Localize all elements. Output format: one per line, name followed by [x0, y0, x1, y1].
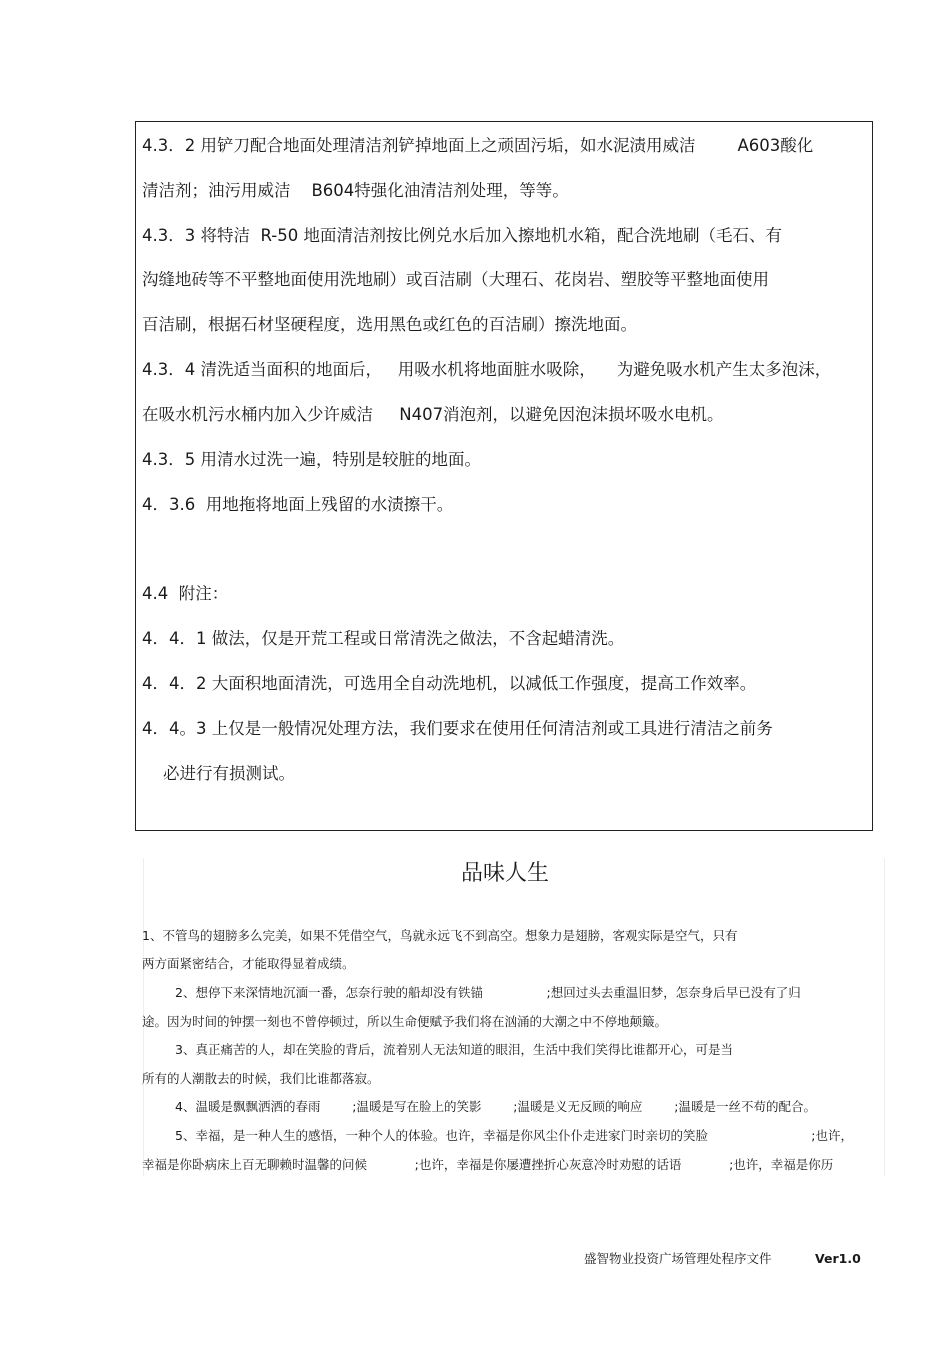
procedure-line: 4．4．1 做法，仅是开荒工程或日常清洗之做法，不含起蜡清洗。 — [142, 629, 625, 648]
essay-line: 4、温暖是飘飘洒洒的春雨 ;温暖是写在脸上的笑影 ;温暖是义无反顾的响应 ;温暖是一丝不苟的配合。 — [175, 1099, 816, 1114]
footer-text: 盛智物业投资广场管理处程序文件 — [584, 1251, 772, 1266]
essay-line: 两方面紧密结合，才能取得显着成绩。 — [142, 956, 355, 971]
procedure-line: 4.3．4 清洗适当面积的地面后， 用吸水机将地面脏水吸除， 为避免吸水机产生太多泡沫， — [142, 360, 832, 379]
procedure-line: 必进行有损测试。 — [142, 764, 295, 783]
essay-title: 品味人生 — [460, 861, 549, 886]
procedure-line: 4.4 附注： — [142, 584, 229, 603]
essay-frame-right — [884, 858, 885, 1176]
essay-line: 5、幸福，是一种人生的感悟，一种个人的体验。也许，幸福是你风尘仆仆走进家门时亲切的笑脸 ;也许， — [175, 1128, 853, 1143]
procedure-line: 4．4。3 上仅是一般情况处理方法，我们要求在使用任何清洁剂或工具进行清洁之前务 — [142, 719, 773, 738]
essay-line: 2、想停下来深情地沉湎一番，怎奈行驶的船却没有铁锚 ;想回过头去重温旧梦，怎奈身后早已没有了归 — [175, 985, 801, 1000]
essay-line: 所有的人潮散去的时候，我们比谁都落寂。 — [142, 1071, 380, 1086]
procedure-line: 4.3．3 将特洁 R-50 地面清洁剂按比例兑水后加入擦地机水箱，配合洗地刷（毛石、有 — [142, 226, 782, 245]
procedure-line: 4．4．2 大面积地面清洗，可选用全自动洗地机，以减低工作强度，提高工作效率。 — [142, 674, 757, 693]
essay-line: 1、不管鸟的翅膀多么完美，如果不凭借空气，鸟就永远飞不到高空。想象力是翅膀，客观实际是空气，只有 — [142, 928, 738, 943]
procedure-line: 4.3．5 用清水过洗一遍，特别是较脏的地面。 — [142, 450, 481, 469]
procedure-line: 4．3.6 用地拖将地面上残留的水渍擦干。 — [142, 495, 454, 514]
procedure-line: 4.3．2 用铲刀配合地面处理清洁剂铲掉地面上之顽固污垢，如水泥渍用威洁 A603酸化 — [142, 136, 814, 155]
procedure-line: 在吸水机污水桶内加入少许威洁 N407消泡剂，以避免因泡沫损坏吸水电机。 — [142, 405, 724, 424]
essay-line: 3、真正痛苦的人，却在笑脸的背后，流着别人无法知道的眼泪，生活中我们笑得比谁都开心，可是当 — [175, 1042, 733, 1057]
procedure-line: 沟缝地砖等不平整地面使用洗地刷）或百洁刷（大理石、花岗岩、塑胶等平整地面使用 — [142, 270, 769, 289]
essay-line: 幸福是你卧病床上百无聊赖时温馨的问候 ;也许，幸福是你屡遭挫折心灰意冷时劝慰的话语 ;也许，幸福是你历 — [142, 1157, 834, 1172]
procedure-line: 清洁剂；油污用威洁 B604特强化油清洁剂处理，等等。 — [142, 181, 569, 200]
essay-line: 途。因为时间的钟摆一刻也不曾停顿过，所以生命便赋予我们将在汹涌的大潮之中不停地颠簸。 — [142, 1014, 668, 1029]
footer-version: Ver1.0 — [815, 1251, 861, 1266]
procedure-line: 百洁刷，根据石材坚硬程度，选用黑色或红色的百洁刷）擦洗地面。 — [142, 315, 637, 334]
